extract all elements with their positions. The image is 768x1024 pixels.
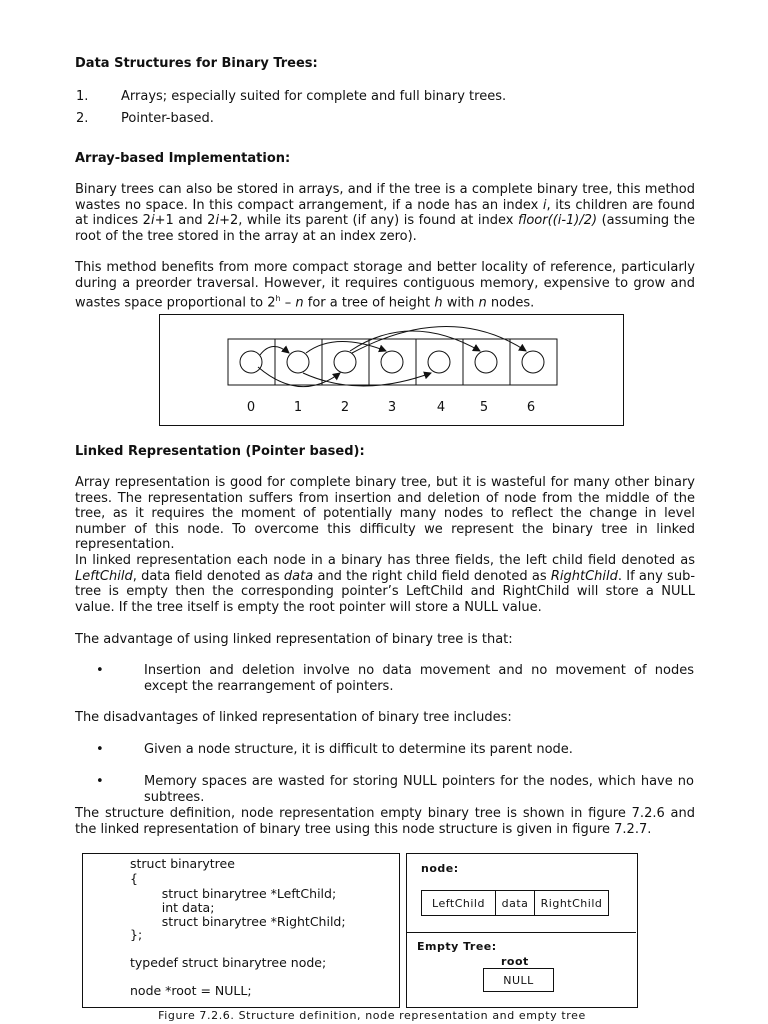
node-field-data: data (495, 890, 535, 916)
disadvantage-item-2: Memory spaces are wasted for storing NULL pointers for the nodes, which have no subtrees. (144, 774, 694, 805)
node-label: node: (421, 862, 459, 875)
linked-paragraph-1: Array representation is good for complete binary tree, but it is wasteful for many other binary trees. The representation suffers from insertion and deletion of node from the middle of the tree, as it requires the moment of potentially many nodes to reflect the change in level number of this node. To overcome this difficulty we represent the binary tree in linked representation. (75, 475, 695, 553)
figure-caption: Figure 7.2.6. Structure definition, node representation and empty tree (158, 1009, 586, 1022)
array-paragraph-2: This method benefits from more compact storage and better locality of reference, particularly during a preorder traversal. However, it requires contiguous memory, expensive to grow and wastes space proportional to 2$^h$ – n for a tree of height h with n nodes. (75, 260, 695, 311)
array-index-3: 3 (387, 400, 397, 415)
node-structure (421, 890, 621, 916)
array-node-0 (240, 351, 262, 373)
advantage-intro: The advantage of using linked representation of binary tree is that: (75, 632, 513, 647)
array-node-6 (522, 351, 544, 373)
array-index-6: 6 (526, 400, 536, 415)
array-index-5: 5 (479, 400, 489, 415)
code-line-2: { (130, 871, 138, 886)
disadvantage-item-1: Given a node structure, it is difficult to determine its parent node. (144, 742, 573, 757)
code-line-8: typedef struct binarytree node; (130, 955, 327, 970)
node-field-rightchild: RightChild (534, 890, 609, 916)
array-node-3 (381, 351, 403, 373)
array-node-2 (334, 351, 356, 373)
linked-section-title: Linked Representation (Pointer based): (75, 444, 365, 459)
array-index-0: 0 (246, 400, 256, 415)
code-line-4: int data; (130, 900, 215, 915)
list-number-2: 2. (76, 111, 89, 126)
list-item-1: Arrays; especially suited for complete and full binary trees. (121, 89, 507, 104)
disadvantage-intro: The disadvantages of linked representation of binary tree includes: (75, 710, 512, 725)
node-figure (406, 853, 638, 1008)
code-line-10: node *root = NULL; (130, 983, 252, 998)
arrow-2-6 (352, 326, 526, 353)
array-node-5 (475, 351, 497, 373)
divider (407, 932, 636, 933)
array-section-title: Array-based Implementation: (75, 151, 291, 166)
section-title: Data Structures for Binary Trees: (75, 56, 318, 71)
array-figure (159, 314, 624, 426)
code-line-3: struct binarytree *LeftChild; (130, 886, 337, 901)
bullet-icon: • (96, 742, 104, 757)
array-paragraph-1: Binary trees can also be stored in arrays, and if the tree is a complete binary tree, this method wastes no space. In this compact arrangement, if a node has an index i, its children are found at indices 2i+1 and 2i+2, while its parent (if any) is found at index floor((i-1)/2) (assuming the root of the tree stored in the array at an index zero). (75, 182, 696, 244)
code-line-6: }; (130, 927, 143, 942)
array-index-2: 2 (340, 400, 350, 415)
advantage-item: Insertion and deletion involve no data movement and no movement of nodes except the rearrangement of pointers. (144, 663, 694, 694)
linked-paragraph-2: In linked representation each node in a binary has three fields, the left child field denoted as LeftChild, data field denoted as data and the right child field denoted as RightChild. If any sub-tree is empty then the corresponding pointer’s LeftChild and RightChild will store a NULL value. If the tree itself is empty the root pointer will store a NULL value. (75, 553, 696, 615)
array-node-1 (287, 351, 309, 373)
empty-tree-label: Empty Tree: (417, 940, 497, 953)
code-figure (82, 853, 400, 1008)
array-diagram (160, 315, 622, 424)
code-line-1: struct binarytree (130, 856, 235, 871)
list-number-1: 1. (76, 89, 89, 104)
array-index-1: 1 (293, 400, 303, 415)
code-line-5: struct binarytree *RightChild; (130, 914, 346, 929)
node-field-leftchild: LeftChild (421, 890, 496, 916)
root-label: root (501, 955, 529, 968)
bullet-icon: • (96, 774, 104, 789)
null-box: NULL (483, 968, 554, 992)
array-index-4: 4 (436, 400, 446, 415)
closing-paragraph: The structure definition, node representation empty binary tree is shown in figure 7.2.6 and the linked representation of binary tree using this node structure is given in figure 7.2.7. (75, 806, 695, 837)
bullet-icon: • (96, 663, 104, 678)
list-item-2: Pointer-based. (121, 111, 214, 126)
array-node-4 (428, 351, 450, 373)
